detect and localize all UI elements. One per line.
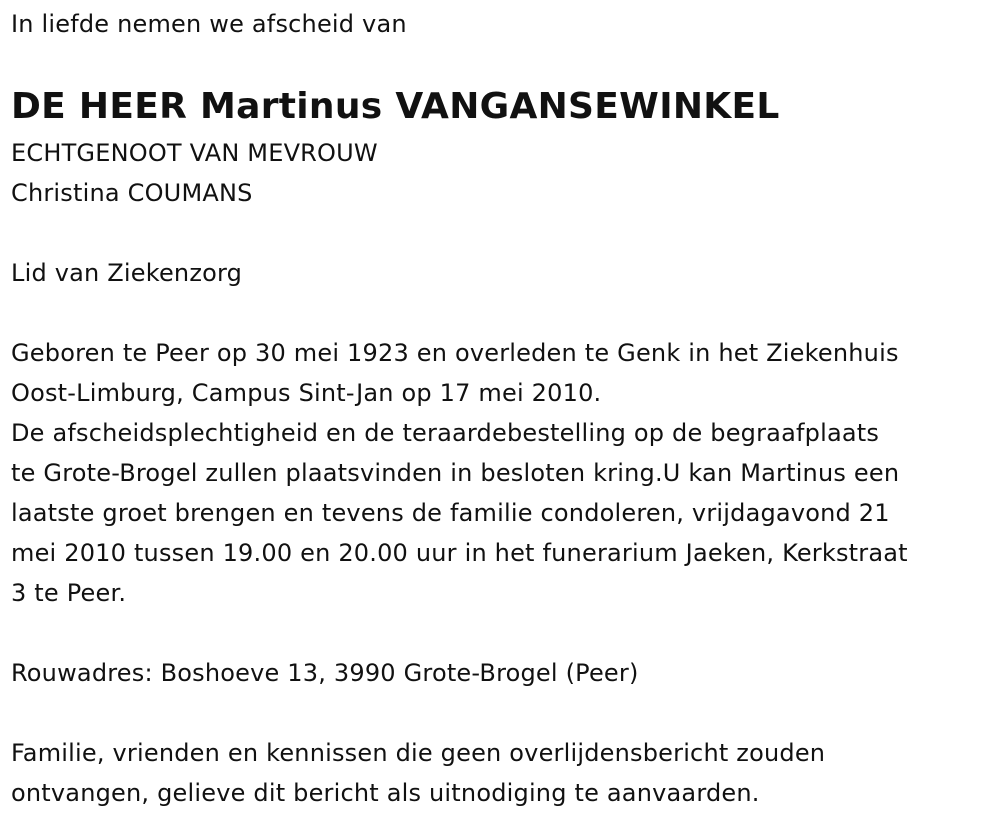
birth-death-paragraph: [11, 333, 899, 413]
funeral-paragraph: [11, 413, 908, 613]
paragraph-line: Oost-Limburg, Campus Sint-Jan op 17 mei 2010.: [11, 379, 602, 407]
paragraph-line: ontvangen, gelieve dit bericht als uitnodiging te aanvaarden.: [11, 779, 760, 807]
paragraph-line: te Grote-Brogel zullen plaatsvinden in besloten kring.U kan Martinus een: [11, 459, 900, 487]
mourning-address: Rouwadres: Boshoeve 13, 3990 Grote-Brogel (Peer): [11, 659, 639, 687]
membership-text: Lid van Ziekenzorg: [11, 259, 243, 287]
family-paragraph: [11, 733, 825, 813]
paragraph-line: De afscheidsplechtigheid en de teraardebestelling op de begraafplaats: [11, 419, 880, 447]
deceased-name: DE HEER Martinus VANGANSEWINKEL: [11, 86, 780, 127]
paragraph-line: 3 te Peer.: [11, 579, 127, 607]
paragraph-line: Geboren te Peer op 30 mei 1923 en overleden te Genk in het Ziekenhuis: [11, 339, 899, 367]
paragraph-line: Familie, vrienden en kennissen die geen overlijdensbericht zouden: [11, 739, 826, 767]
paragraph-line: mei 2010 tussen 19.00 en 20.00 uur in het funerarium Jaeken, Kerkstraat: [11, 539, 908, 567]
intro-text: In liefde nemen we afscheid van: [11, 10, 407, 38]
spouse-title: ECHTGENOOT VAN MEVROUW: [11, 139, 378, 167]
paragraph-line: laatste groet brengen en tevens de familie condoleren, vrijdagavond 21: [11, 499, 890, 527]
spouse-name: Christina COUMANS: [11, 179, 253, 207]
